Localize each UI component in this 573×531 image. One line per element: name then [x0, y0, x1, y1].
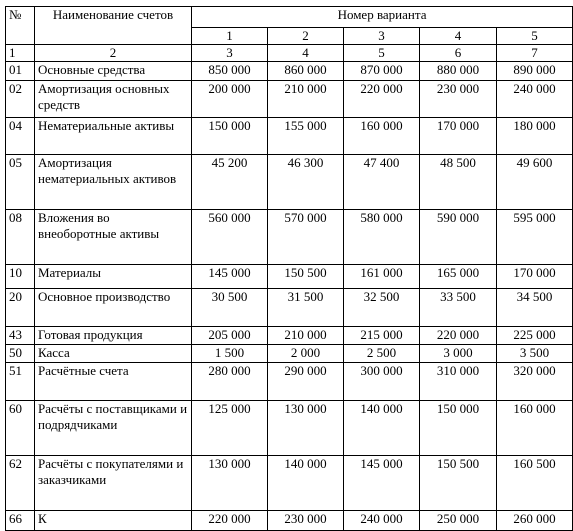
- variant-value: 170 000: [420, 118, 497, 155]
- variant-value: 180 000: [497, 118, 573, 155]
- variant-value: 165 000: [420, 265, 497, 289]
- variant-value: 48 500: [420, 155, 497, 210]
- table-row: [6, 155, 573, 210]
- table-row: [6, 345, 573, 363]
- variant-value: 200 000: [192, 81, 268, 118]
- variant-value: 125 000: [192, 401, 268, 456]
- variant-value: 150 000: [192, 118, 268, 155]
- variant-value: 590 000: [420, 210, 497, 265]
- variant-value: 160 000: [497, 401, 573, 456]
- variant-value: 145 000: [192, 265, 268, 289]
- variant-value: 250 000: [420, 511, 497, 531]
- header-variant: Номер варианта: [192, 7, 573, 28]
- account-code: 20: [6, 289, 35, 327]
- account-code: 05: [6, 155, 35, 210]
- index-cell: 1: [6, 45, 35, 62]
- variant-value: 46 300: [268, 155, 344, 210]
- variant-value: 240 000: [497, 81, 573, 118]
- account-name: Основное производство: [35, 289, 192, 327]
- variant-value: 205 000: [192, 327, 268, 345]
- variant-value: 1 500: [192, 345, 268, 363]
- variant-value: 310 000: [420, 363, 497, 401]
- account-code: 62: [6, 456, 35, 511]
- account-name: Расчёты с покупателями и заказчиками: [35, 456, 192, 511]
- variant-value: 210 000: [268, 327, 344, 345]
- table-row: [6, 456, 573, 511]
- header-variant-5: 5: [497, 28, 573, 45]
- variant-value: 32 500: [344, 289, 420, 327]
- variant-value: 220 000: [192, 511, 268, 531]
- variant-value: 34 500: [497, 289, 573, 327]
- column-index-row: [6, 45, 573, 62]
- variant-value: 230 000: [268, 511, 344, 531]
- account-name: Расчёты с поставщиками и подрядчиками: [35, 401, 192, 456]
- variant-value: 155 000: [268, 118, 344, 155]
- variant-value: 220 000: [344, 81, 420, 118]
- variant-value: 31 500: [268, 289, 344, 327]
- account-code: 08: [6, 210, 35, 265]
- header-variant-4: 4: [420, 28, 497, 45]
- variant-value: 3 500: [497, 345, 573, 363]
- variant-value: 150 000: [420, 401, 497, 456]
- index-cell: 3: [192, 45, 268, 62]
- variant-value: 170 000: [497, 265, 573, 289]
- variant-value: 580 000: [344, 210, 420, 265]
- variant-value: 2 000: [268, 345, 344, 363]
- account-code: 01: [6, 62, 35, 81]
- account-name: Основные средства: [35, 62, 192, 81]
- variant-value: 130 000: [192, 456, 268, 511]
- table-row: [6, 265, 573, 289]
- variant-value: 560 000: [192, 210, 268, 265]
- variant-value: 230 000: [420, 81, 497, 118]
- variant-value: 140 000: [268, 456, 344, 511]
- account-name: К: [35, 511, 192, 531]
- variant-value: 215 000: [344, 327, 420, 345]
- account-name: Амортизация нематериальных активов: [35, 155, 192, 210]
- table-row: [6, 81, 573, 118]
- account-name: Материалы: [35, 265, 192, 289]
- index-cell: 4: [268, 45, 344, 62]
- account-code: 51: [6, 363, 35, 401]
- variant-value: 595 000: [497, 210, 573, 265]
- variant-value: 225 000: [497, 327, 573, 345]
- table-row: [6, 363, 573, 401]
- account-name: Вложения во внеоборотные активы: [35, 210, 192, 265]
- index-cell: 6: [420, 45, 497, 62]
- variant-value: 45 200: [192, 155, 268, 210]
- variant-value: 150 500: [268, 265, 344, 289]
- index-cell: 2: [35, 45, 192, 62]
- variant-value: 870 000: [344, 62, 420, 81]
- variant-value: 33 500: [420, 289, 497, 327]
- variant-value: 240 000: [344, 511, 420, 531]
- header-num: №: [6, 7, 35, 45]
- variant-value: 290 000: [268, 363, 344, 401]
- table-row: [6, 401, 573, 456]
- variant-value: 3 000: [420, 345, 497, 363]
- variant-value: 300 000: [344, 363, 420, 401]
- variant-value: 2 500: [344, 345, 420, 363]
- variant-value: 850 000: [192, 62, 268, 81]
- variant-value: 161 000: [344, 265, 420, 289]
- account-code: 43: [6, 327, 35, 345]
- variant-value: 145 000: [344, 456, 420, 511]
- variant-value: 150 500: [420, 456, 497, 511]
- index-cell: 5: [344, 45, 420, 62]
- account-name: Амортизация основных средств: [35, 81, 192, 118]
- variant-value: 130 000: [268, 401, 344, 456]
- table-row: [6, 62, 573, 81]
- variant-value: 320 000: [497, 363, 573, 401]
- table-row: [6, 118, 573, 155]
- variant-value: 570 000: [268, 210, 344, 265]
- table-row: [6, 289, 573, 327]
- account-name: Расчётные счета: [35, 363, 192, 401]
- account-code: 60: [6, 401, 35, 456]
- variant-value: 280 000: [192, 363, 268, 401]
- account-name: Готовая продукция: [35, 327, 192, 345]
- variant-value: 260 000: [497, 511, 573, 531]
- account-code: 04: [6, 118, 35, 155]
- table-row: [6, 210, 573, 265]
- variant-value: 140 000: [344, 401, 420, 456]
- variant-value: 30 500: [192, 289, 268, 327]
- variant-value: 160 000: [344, 118, 420, 155]
- accounts-table: [5, 6, 573, 531]
- variant-value: 49 600: [497, 155, 573, 210]
- table-row: [6, 327, 573, 345]
- index-cell: 7: [497, 45, 573, 62]
- account-code: 02: [6, 81, 35, 118]
- variant-value: 210 000: [268, 81, 344, 118]
- variant-value: 160 500: [497, 456, 573, 511]
- header-name: Наименование счетов: [35, 7, 192, 45]
- variant-value: 220 000: [420, 327, 497, 345]
- account-code: 66: [6, 511, 35, 531]
- variant-value: 890 000: [497, 62, 573, 81]
- table-row: [6, 511, 573, 531]
- header-row: [6, 7, 573, 28]
- variant-value: 880 000: [420, 62, 497, 81]
- header-variant-1: 1: [192, 28, 268, 45]
- header-variant-3: 3: [344, 28, 420, 45]
- variant-value: 47 400: [344, 155, 420, 210]
- header-variant-2: 2: [268, 28, 344, 45]
- account-code: 50: [6, 345, 35, 363]
- account-code: 10: [6, 265, 35, 289]
- variant-value: 860 000: [268, 62, 344, 81]
- account-name: Нематериальные активы: [35, 118, 192, 155]
- account-name: Касса: [35, 345, 192, 363]
